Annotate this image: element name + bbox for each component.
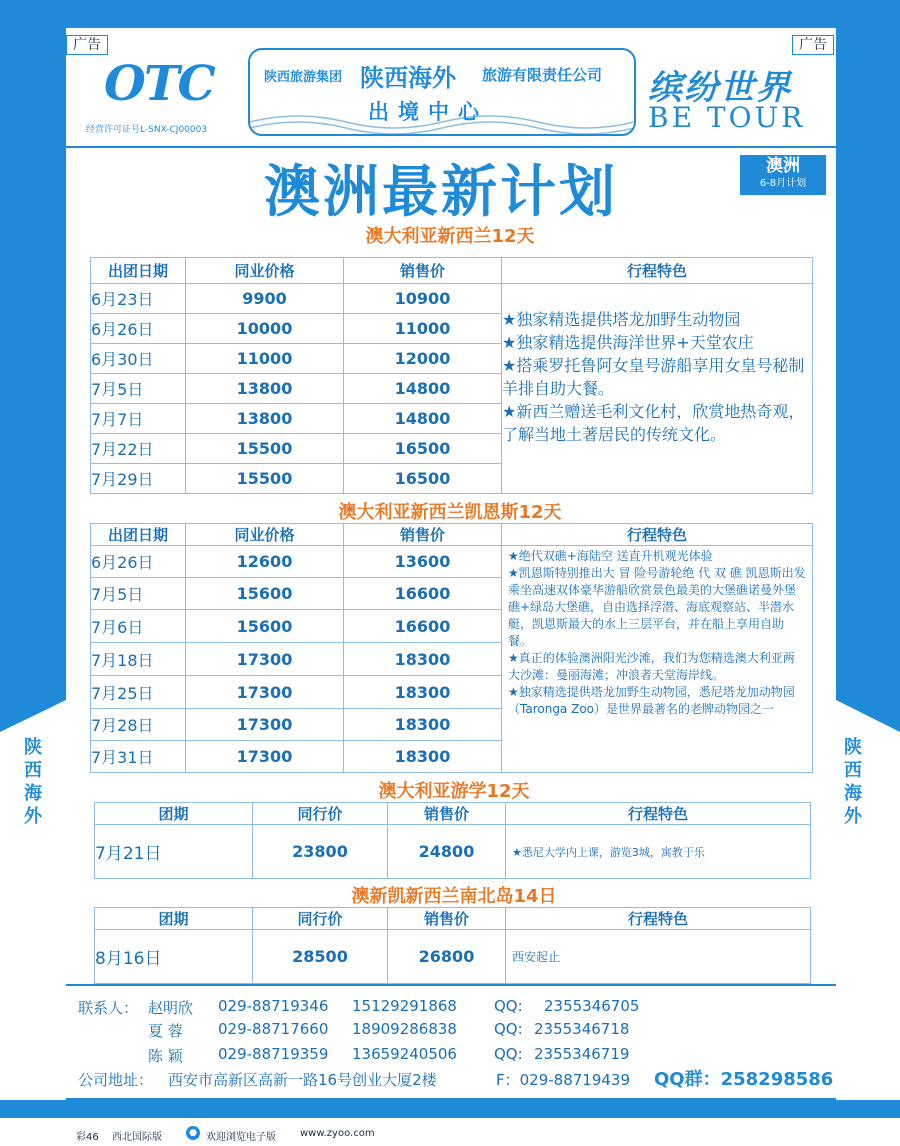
tour-features: ★绝代双礁+海陆空 送直升机观光体验 ★凯恩斯特别推出大 冒 险号游轮绝 代 双 礁 凯恩斯出发乘坐高速双体豪华游船欣赏景色最美的大堡礁诺曼外堡礁+绿岛大堡礁，自由选择浮潜、海底观察站、半潜水艇，凯恩斯最大的水上三层平台，并在船上享用自助餐。 ★真正的体验澳洲阳光沙滩，我们为您精选澳大利亚两大沙滩：曼丽海滩；冲浪者天堂海岸线。 ★独家精选提供塔龙加野生动物园，悉尼塔龙加动物园（Taronga Zoo）是世界最著名的老牌动物园之一 [502,546,813,773]
contact-qq[interactable]: 2355346718 [534,1020,630,1038]
table-header-row [95,803,811,825]
departure-date: 7月29日 [91,464,186,494]
sale-price: 18300 [344,643,502,676]
col-header-date: 出团日期 [91,258,186,284]
contact-divider [66,984,836,986]
contact-qq[interactable]: 2355346719 [534,1045,630,1063]
departure-date: 7月6日 [91,610,186,643]
col-header-trade-price: 同业价格 [186,258,344,284]
table-header-row [91,258,813,284]
sale-price: 14800 [344,374,502,404]
trade-price: 15500 [186,464,344,494]
sale-price: 24800 [388,825,506,879]
be-tour-chinese: 缤纷世界 [648,68,792,108]
departure-date: 7月5日 [91,374,186,404]
table-header-row [95,908,811,930]
table-row [95,825,811,879]
side-label-char: 西 [24,760,42,781]
departure-date: 6月30日 [91,344,186,374]
departure-date: 7月31日 [91,741,186,773]
col-header-features: 行程特色 [502,258,813,284]
trade-price: 17300 [186,676,344,709]
side-label-char: 外 [24,806,42,827]
table-row [91,546,813,578]
section-title: 澳大利亚新西兰凯恩斯12天 [338,502,562,523]
region-name: 澳洲 [766,156,800,176]
contact-phone[interactable]: 029-88719359 [218,1045,329,1063]
contact-label: 联系人： [78,999,139,1017]
col-header-date: 出团日期 [91,524,186,546]
col-header-date: 团期 [95,908,253,930]
col-header-sale-price: 销售价 [344,524,502,546]
section-title: 澳大利亚游学12天 [378,781,530,802]
trade-price: 9900 [186,284,344,314]
trade-price: 17300 [186,741,344,773]
contact-mobile[interactable]: 15129291868 [352,997,457,1015]
contact-phone[interactable]: 029-88719346 [218,997,329,1015]
trade-price: 13800 [186,404,344,434]
right-side-label [841,736,865,828]
contact-qq[interactable]: 2355346705 [544,997,640,1015]
side-label-char: 西 [844,760,862,781]
col-header-date: 团期 [95,803,253,825]
tour-features: ★独家精选提供塔龙加野生动物园 ★独家精选提供海洋世界+天堂农庄 ★搭乘罗托鲁阿女皇号游船享用女皇号秘制羊排自助大餐。 ★新西兰赠送毛利文化村，欣赏地热奇观，了解当地土著居民的传统文化。 [502,284,813,494]
company-nameplate [248,48,636,136]
side-label-char: 陕 [24,737,42,758]
sale-price: 11000 [344,314,502,344]
sale-price: 18300 [344,709,502,741]
col-header-sale-price: 销售价 [388,803,506,825]
region-badge [740,155,826,195]
sale-price: 10900 [344,284,502,314]
trade-price: 28500 [253,930,388,984]
website-link[interactable]: www.zyoo.com [300,1128,375,1139]
contact-mobile[interactable]: 13659240506 [352,1045,457,1063]
col-header-trade-price: 同业价格 [186,524,344,546]
col-header-features: 行程特色 [506,803,811,825]
edition-logo-icon: ● [186,1126,200,1140]
trade-price: 15500 [186,434,344,464]
table-row [91,284,813,314]
departure-date: 7月7日 [91,404,186,434]
qq-group-number: 258298586 [720,1069,834,1090]
tour-table-au-study-12 [94,802,811,879]
sale-price: 14800 [344,404,502,434]
be-tour-english: BE TOUR [648,101,806,134]
col-header-features: 行程特色 [502,524,813,546]
contact-name: 陈 颖 [148,1047,183,1065]
edition-name: 西北国际版 [112,1132,162,1143]
group-name: 陕西旅游集团 [264,70,343,85]
side-label-char: 外 [844,806,862,827]
sale-price: 18300 [344,741,502,773]
page-number: 彩46 [76,1132,99,1143]
departure-date: 6月26日 [91,546,186,578]
outbound-center: 出境中心 [368,100,488,124]
trade-price: 17300 [186,643,344,676]
col-header-sale-price: 销售价 [344,258,502,284]
contact-qq-label: QQ: [494,1020,523,1038]
trade-price: 15600 [186,610,344,643]
tour-table-au-nz-cairns-12 [90,523,813,773]
company-address: 西安市高新区高新一路16号创业大厦2楼 [168,1071,437,1089]
sale-price: 16500 [344,434,502,464]
departure-date: 7月28日 [91,709,186,741]
sale-price: 16600 [344,578,502,610]
contact-qq-label: QQ: [494,1045,523,1063]
trade-price: 23800 [253,825,388,879]
section-title: 澳大利亚新西兰12天 [365,226,535,247]
departure-date: 6月23日 [91,284,186,314]
fax-number[interactable]: F：029-88719439 [496,1071,631,1089]
section-title: 澳新凯新西兰南北岛14日 [351,886,557,907]
table-row [95,930,811,984]
tour-features: 西安起止 [506,930,811,984]
departure-date: 8月16日 [95,930,253,984]
sale-price: 16600 [344,610,502,643]
otc-logo: OTC [104,56,214,112]
address-label: 公司地址： [78,1071,154,1089]
col-header-sale-price: 销售价 [388,908,506,930]
sale-price: 13600 [344,546,502,578]
ad-tag-right: 广告 [792,35,834,55]
trade-price: 12600 [186,546,344,578]
departure-date: 7月21日 [95,825,253,879]
col-header-trade-price: 同行价 [253,908,388,930]
welcome-text: 欢迎浏览电子版 [206,1132,276,1143]
company-suffix: 旅游有限责任公司 [482,66,603,84]
departure-date: 7月5日 [91,578,186,610]
ad-tag-left: 广告 [66,35,108,55]
trade-price: 15600 [186,578,344,610]
trade-price: 17300 [186,709,344,741]
license-number: 经营许可证号L-SNX-CJ00003 [86,125,208,135]
contact-name: 夏 蓉 [148,1022,183,1040]
departure-date: 7月18日 [91,643,186,676]
departure-date: 7月25日 [91,676,186,709]
col-header-features: 行程特色 [506,908,811,930]
tour-features: ★悉尼大学内上课，游览3城，寓教于乐 [506,825,811,879]
departure-date: 6月26日 [91,314,186,344]
region-plan: 6-8月计划 [759,178,807,189]
tour-table-au-nz-14 [94,907,811,984]
tour-table-au-nz-12 [90,257,813,494]
sale-price: 12000 [344,344,502,374]
table-header-row [91,524,813,546]
company-main-name: 陕西海外 [360,63,456,92]
departure-date: 7月22日 [91,434,186,464]
contact-mobile[interactable]: 18909286838 [352,1020,457,1038]
side-label-char: 陕 [844,737,862,758]
contact-qq-label: QQ: [494,997,523,1015]
qq-group[interactable] [654,1065,833,1091]
top-frame-band [0,0,900,28]
col-header-trade-price: 同行价 [253,803,388,825]
trade-price: 13800 [186,374,344,404]
side-label-char: 海 [24,783,42,804]
sale-price: 26800 [388,930,506,984]
contact-name: 赵明欣 [148,999,194,1017]
contact-phone[interactable]: 029-88717660 [218,1020,329,1038]
qq-group-label: QQ群： [654,1069,721,1090]
side-label-char: 海 [844,783,862,804]
left-side-label [21,736,45,828]
main-title: 澳洲最新计划 [264,160,618,225]
sale-price: 16500 [344,464,502,494]
sale-price: 18300 [344,676,502,709]
trade-price: 10000 [186,314,344,344]
trade-price: 11000 [186,344,344,374]
